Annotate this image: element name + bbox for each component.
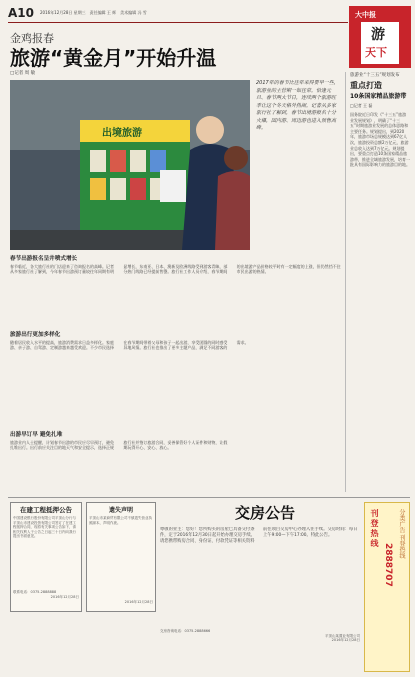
- body-text-2: 随着居民收入水平的提高，旅游消费需求日益多样化。家庭游、亲子游、自驾游、定制游越来越受欢迎。不少市民选择在春节期间带着父母和孩子一起出游，享受团圆的同时感受异地风情。旅行社也推出了更多主题产品，满足不同游客的需求。: [10, 340, 249, 351]
- main-headline: 旅游“黄金月”开始升温: [10, 46, 217, 70]
- subhead-2: 旅游出行更加多样化: [10, 332, 61, 338]
- header-rule: [8, 22, 348, 23]
- intro-column: [256, 80, 340, 250]
- body-text-1: 春节临近，各大旅行社的门店迎来了咨询报名的高峰。记者从多家旅行社了解到，今年春节出游预订量较往年同期有明显增长，东南亚、日本、澳新及欧洲线路受到游客青睐，部分热门线路已经提前售罄。旅行社工作人员介绍，春节期间的出境游产品价格较平时有一定幅度的上涨，但仍然挡不住市民出游的热情。: [10, 264, 341, 275]
- handover-date: 2016年12月28日: [331, 638, 360, 643]
- ad-strip: [364, 502, 410, 672]
- lost-notice: [86, 502, 156, 612]
- paper-logo: 大中报: [355, 11, 376, 19]
- handover-notice: [160, 502, 360, 672]
- main-kicker: 金鸡报春: [10, 32, 54, 45]
- sidebar-headline-1: 重点打造: [350, 81, 382, 90]
- ad-side: 分类广告 刊登热线: [398, 509, 405, 559]
- subhead-1: 春节出游报名呈井喷式增长: [10, 256, 78, 262]
- notice-date: 2016年12月28日: [50, 594, 79, 599]
- photo-illustration: [10, 80, 250, 250]
- sidebar-body: 国务院近日印发《“十三五”旅游业发展规划》，明确了“十三五”时期旅游业发展的总体思路和主要任务。规划提出，到2020年，旅游市场总规模达到67亿人次，旅游投资总额2万亿元，旅游业总收入达到7万亿元。规划提出，要重点打造10条国家精品旅游带，推进全域旅游发展，培育一批具有国际影响力的旅游目的地。: [350, 112, 410, 168]
- handover-body: 尊敬的业主：您好！您所购买的房屋已具备交付条件，定于2016年12月30日起开始办理交房手续。请您携带购房合同、身份证、付款凭证等相关资料前往项目交房中心办理入住手续。交房时间：每日上午9:00—下午17:00。特此公告。: [160, 527, 358, 544]
- ad-phone: 2888707: [383, 543, 393, 587]
- lost-body: 平顶山市某商贸有限公司不慎遗失营业执照副本，声明作废。: [89, 516, 152, 525]
- notice-title: 在建工程抵押公告: [20, 506, 72, 514]
- section-big: 天下: [365, 46, 387, 59]
- notice-body: 中国建设银行股份有限公司平顶山分行与平顶山市建设投资有限公司签订了在建工程抵押合同，现将有关事项公告如下，请相关权利人于公告之日起三十日内向我行提出书面意见。: [13, 516, 76, 539]
- lost-title: 遗失声明: [108, 507, 133, 514]
- mortgage-notice: [10, 502, 82, 612]
- body-text-3: 旅游业内人士提醒，计划春节出游的市民应尽早预订，避免扎堆出行。出行前应关注目的地天气和安全提示，选择正规旅行社并签订旅游合同，妥善保管好个人证件和财物，让假期玩得开心、安心、放心。: [10, 440, 228, 451]
- section-box: [349, 6, 411, 68]
- main-photo: [10, 80, 250, 250]
- sidebar-story: [350, 72, 410, 492]
- sidebar-headline-2: 10条国家精品旅游带: [350, 93, 407, 100]
- subhead-3: 出游早订早 避免扎堆: [10, 432, 63, 438]
- handover-company: 平顶山某置业有限公司: [325, 633, 360, 638]
- intro-text: 2017年的春节比往年来得要早一些，旅游业的主营期一如往常。恰逢元旦、春节两大节日，连续两个旅游旺季让这个冬天格外热闹。记者从多家旅行社了解到，春节出境游报名十分火爆，国内游、周边游也进入预售高峰。: [256, 80, 339, 131]
- lost-date: 2016年12月28日: [124, 600, 153, 604]
- handover-title: 交房公告: [234, 504, 295, 522]
- photo-sign: 出境旅游: [102, 128, 142, 139]
- sidebar-divider: [345, 72, 346, 492]
- handover-contact: 交房咨询电话：0375-2888666: [160, 629, 211, 633]
- sidebar-byline: □记者 王 磊: [350, 103, 373, 108]
- body-area: [10, 254, 342, 494]
- notice-contact: 联系电话：0375-2888888: [13, 590, 57, 594]
- bottom-divider: [8, 497, 410, 498]
- section-small: 游: [371, 27, 385, 43]
- main-byline: □记者 周 敏: [10, 71, 36, 76]
- sidebar-kicker: 旅游业“十三五”规划发布: [350, 73, 400, 78]
- date-line: 2016年12月28日 星期三 责任编辑 王 辉 美术编辑 冯 雪: [40, 10, 147, 15]
- page-code: A10: [8, 6, 34, 20]
- ad-slogan: 刊登热线: [370, 509, 379, 549]
